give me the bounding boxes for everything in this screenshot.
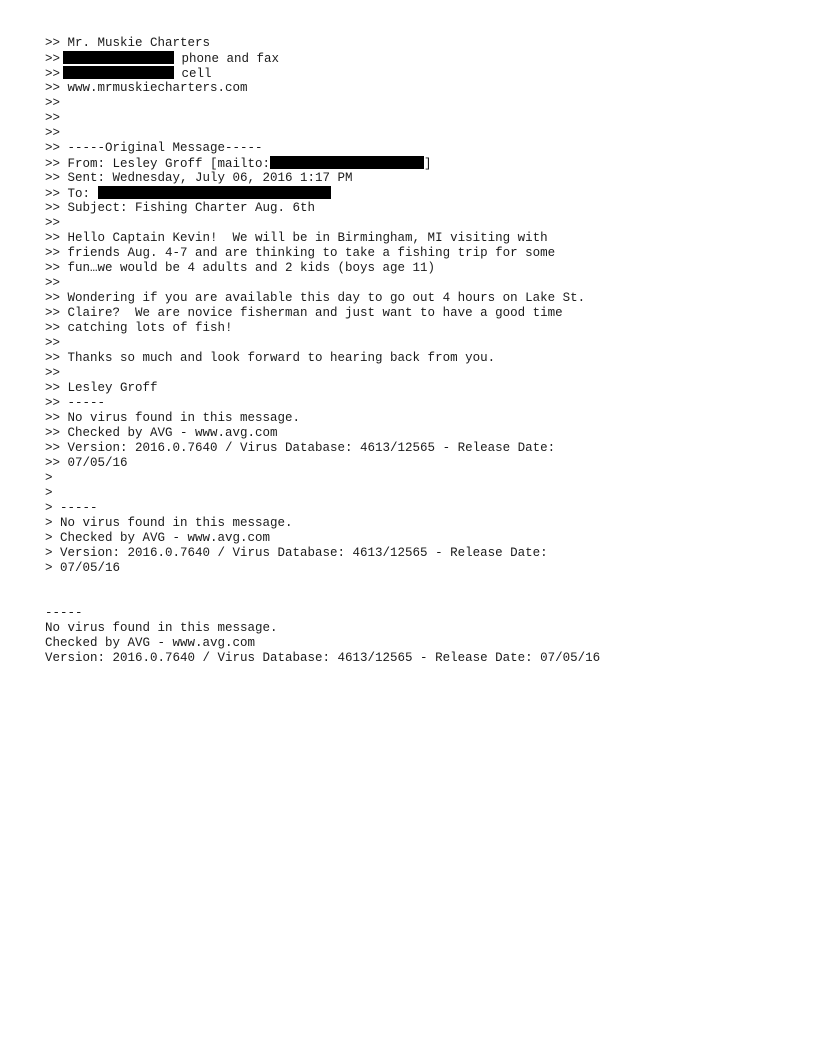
sent-line: >> Sent: Wednesday, July 06, 2016 1:17 PM (45, 171, 353, 185)
text-line (45, 66, 805, 81)
redaction-box (270, 156, 424, 169)
text-line: >> Checked by AVG - www.avg.com (45, 426, 278, 440)
text-line: >> fun…we would be 4 adults and 2 kids (boys age 11) (45, 261, 436, 275)
cell-label: cell (174, 67, 212, 81)
text-line: > Checked by AVG - www.avg.com (45, 531, 271, 545)
text-line: Checked by AVG - www.avg.com (45, 636, 256, 650)
text-line: > 07/05/16 (45, 561, 121, 575)
text-line: >> catching lots of fish! (45, 321, 233, 335)
subject-line: >> Subject: Fishing Charter Aug. 6th (45, 201, 316, 215)
quote-prefix: >> (45, 52, 61, 66)
redaction-box (63, 66, 174, 79)
text-line: >> Thanks so much and look forward to hearing back from you. (45, 351, 496, 365)
text-line: > ----- (45, 501, 98, 515)
text-line: > Version: 2016.0.7640 / Virus Database: 4613/12565 - Release Date: (45, 546, 548, 560)
text-line: > No virus found in this message. (45, 516, 293, 530)
text-line: Version: 2016.0.7640 / Virus Database: 4613/12565 - Release Date: 07/05/16 (45, 651, 601, 665)
text-line: >> Version: 2016.0.7640 / Virus Database: 4613/12565 - Release Date: (45, 441, 556, 455)
from-bracket: ] (424, 157, 432, 171)
text-line: >> (45, 126, 61, 140)
original-message-header: >> -----Original Message----- (45, 141, 263, 155)
redaction-box (98, 186, 331, 199)
text-line (45, 591, 805, 606)
text-line: >> 07/05/16 (45, 456, 128, 470)
text-line: >> Claire? We are novice fisherman and just want to have a good time (45, 306, 563, 320)
email-body (45, 36, 805, 666)
to-text: >> To: (45, 187, 91, 201)
signature-line: >> Lesley Groff (45, 381, 158, 395)
text-line: >> (45, 111, 61, 125)
text-line: >> (45, 336, 61, 350)
quote-prefix: >> (45, 67, 61, 81)
text-line: >> Wondering if you are available this day to go out 4 hours on Lake St. (45, 291, 586, 305)
text-line: >> friends Aug. 4-7 and are thinking to take a fishing trip for some (45, 246, 556, 260)
text-line: >> Mr. Muskie Charters (45, 36, 211, 50)
website-line: >> www.mrmuskiecharters.com (45, 81, 248, 95)
phone-label: phone and fax (174, 52, 280, 66)
text-line: >> (45, 366, 61, 380)
text-line: >> (45, 216, 61, 230)
from-text: >> From: Lesley Groff [mailto: (45, 157, 271, 171)
text-line: >> (45, 96, 61, 110)
text-line: > (45, 471, 53, 485)
text-line (45, 576, 805, 591)
text-line: > (45, 486, 53, 500)
text-line: >> (45, 276, 61, 290)
text-line: ----- (45, 606, 83, 620)
text-line (45, 51, 805, 66)
to-line (45, 186, 805, 201)
text-line: >> ----- (45, 396, 106, 410)
text-line: >> Hello Captain Kevin! We will be in Birmingham, MI visiting with (45, 231, 548, 245)
from-line (45, 156, 805, 171)
text-line: >> No virus found in this message. (45, 411, 301, 425)
redaction-box (63, 51, 174, 64)
text-line: No virus found in this message. (45, 621, 278, 635)
